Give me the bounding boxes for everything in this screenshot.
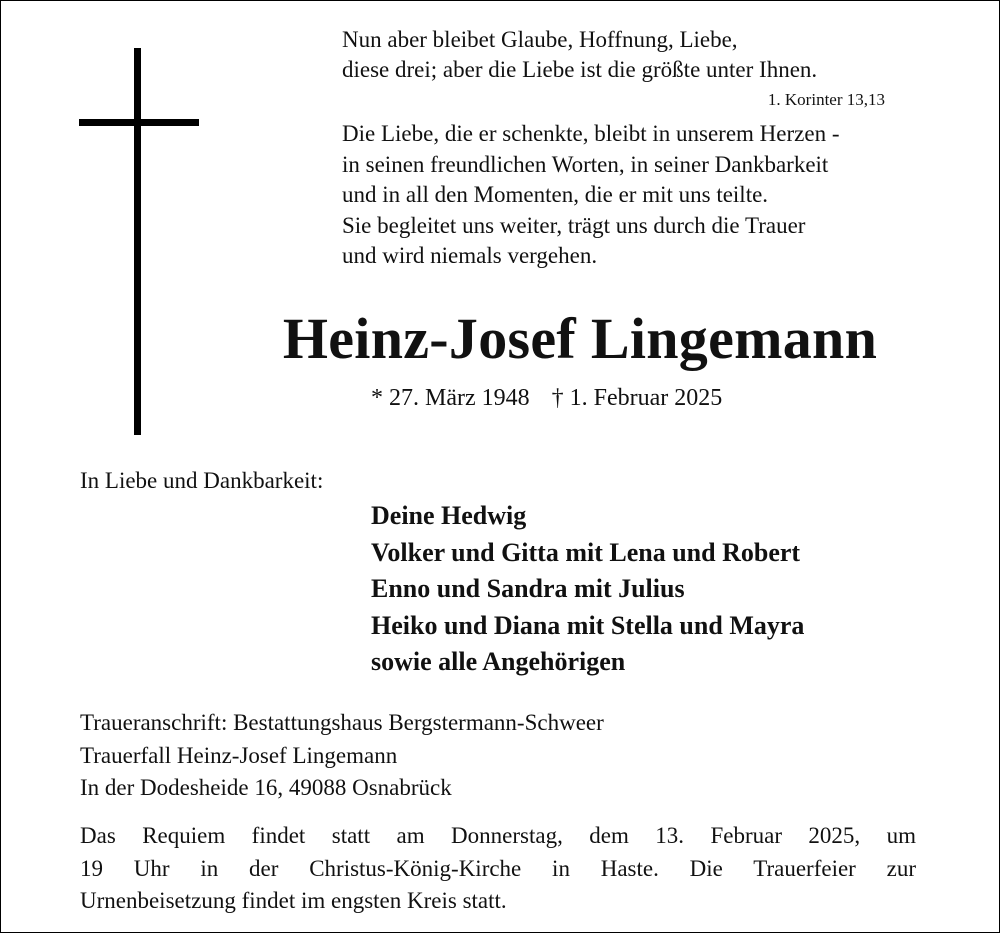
birth-date: * 27. März 1948 — [371, 385, 530, 411]
address-line: Trauerfall Heinz-Josef Lingemann — [80, 742, 398, 768]
deceased-name: Heinz-Josef Lingemann — [282, 306, 878, 371]
mourning-address — [80, 707, 604, 805]
mourner-line: Deine Hedwig — [371, 501, 527, 530]
service-info — [80, 820, 916, 918]
death-date: † 1. Februar 2025 — [551, 385, 723, 411]
bible-verse — [342, 25, 902, 85]
mourner-line: Heiko und Diana mit Stella und Mayra — [371, 610, 805, 640]
tribute-line: und in all den Momenten, die er mit uns teilte. — [342, 182, 769, 207]
cross-icon — [134, 48, 141, 435]
address-line: In der Dodesheide 16, 49088 Osnabrück — [80, 775, 452, 800]
tribute-text — [342, 119, 922, 272]
service-line: Das Requiem findet statt am Donnerstag, dem 13. Februar 2025, um — [80, 823, 916, 848]
service-line: Urnenbeisetzung findet im engsten Kreis statt. — [80, 888, 507, 913]
mourners-intro: In Liebe und Dankbarkeit: — [80, 468, 324, 493]
mourners-list — [371, 498, 804, 681]
tribute-line: Sie begleitet uns weiter, trägt uns durch die Trauer — [342, 212, 806, 238]
address-line: Traueranschrift: Bestattungshaus Bergstermann-Schweer — [80, 710, 604, 735]
verse-line: diese drei; aber die Liebe ist die größte unter Ihnen. — [342, 57, 818, 82]
life-dates — [371, 383, 722, 413]
verse-reference: 1. Korinter 13,13 — [767, 90, 885, 109]
service-line: 19 Uhr in der Christus-König-Kirche in Haste. Die Trauerfeier zur — [80, 855, 916, 881]
tribute-line: und wird niemals vergehen. — [342, 243, 598, 268]
mourner-line: Volker und Gitta mit Lena und Robert — [371, 537, 801, 567]
tribute-line: Die Liebe, die er schenkte, bleibt in unserem Herzen - — [342, 121, 840, 146]
mourner-line: sowie alle Angehörigen — [371, 647, 626, 676]
tribute-line: in seinen freundlichen Worten, in seiner Dankbarkeit — [342, 151, 829, 177]
mourner-line: Enno und Sandra mit Julius — [371, 574, 685, 603]
cross-icon-bar — [79, 119, 199, 126]
verse-line: Nun aber bleibet Glaube, Hoffnung, Liebe, — [342, 27, 738, 52]
